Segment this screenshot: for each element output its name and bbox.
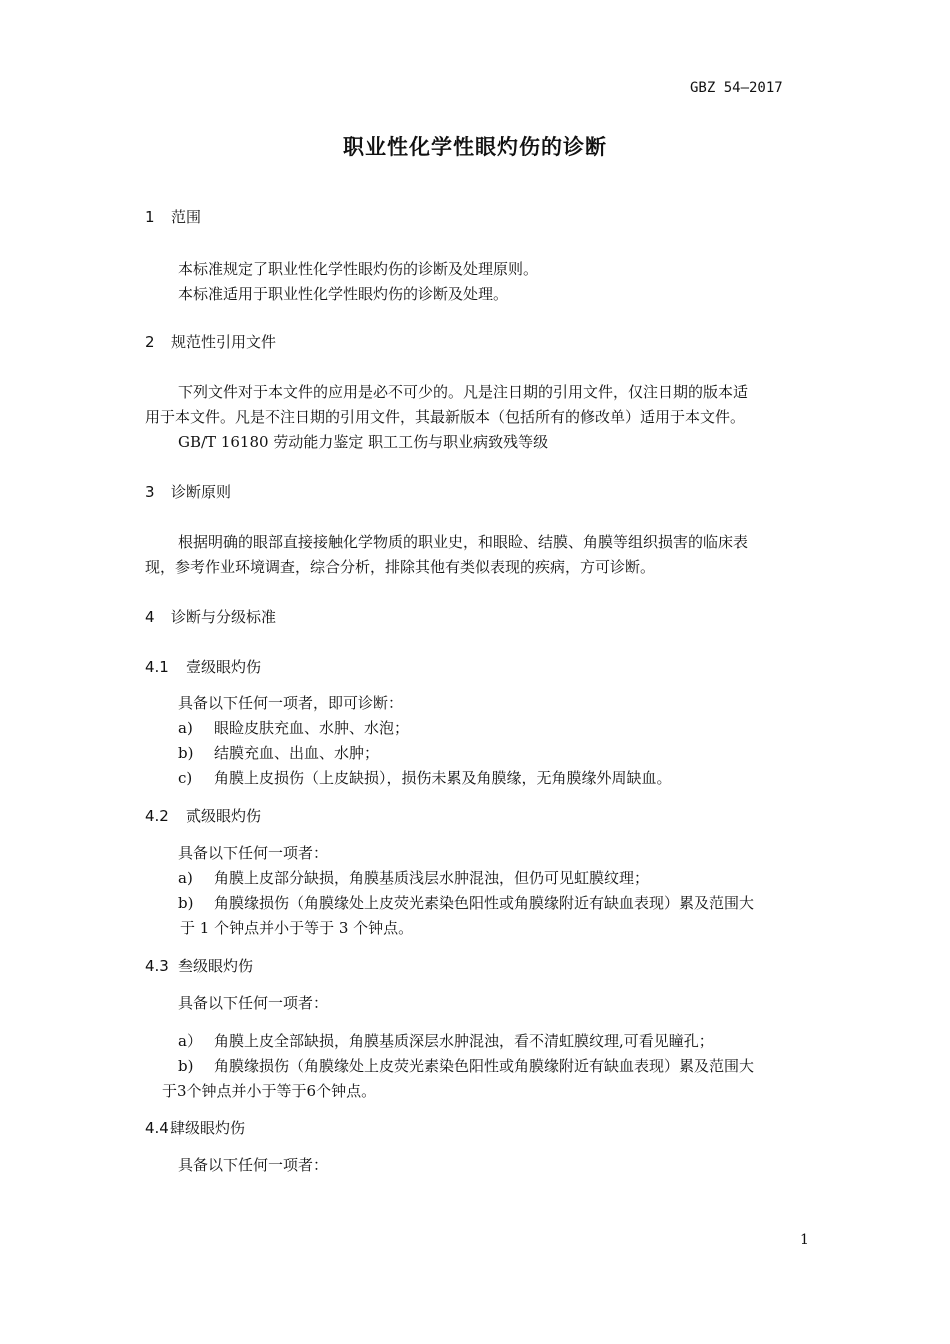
- list-item: [178, 767, 672, 788]
- list-item-continuation: 于 1 个钟点并小于等于 3 个钟点。: [180, 919, 414, 937]
- paragraph: 本标准适用于职业性化学性眼灼伤的诊断及处理。: [178, 285, 509, 303]
- list-marker: a）: [178, 1032, 202, 1050]
- intro-line: 具备以下任何一项者：: [178, 1156, 329, 1174]
- list-marker: a): [178, 869, 193, 887]
- section-heading-4: [145, 606, 276, 627]
- section-number: 1: [145, 208, 155, 226]
- list-item: [178, 717, 409, 738]
- paragraph-line: 下列文件对于本文件的应用是必不可少的。凡是注日期的引用文件，仅注日期的版本适: [178, 383, 749, 401]
- list-item: [178, 892, 754, 913]
- subsection-title: 壹级眼灼伤: [186, 658, 262, 676]
- page-number: 1: [800, 1232, 809, 1248]
- paragraph-line: 根据明确的眼部直接接触化学物质的职业史，和眼睑、结膜、角膜等组织损害的临床表: [178, 533, 749, 551]
- list-marker: b): [178, 1057, 194, 1075]
- subsection-heading-4-2: [145, 805, 261, 826]
- paragraph-line: 用于本文件。凡是不注日期的引用文件，其最新版本（包括所有的修改单）适用于本文件。: [145, 408, 746, 426]
- section-title: 规范性引用文件: [171, 333, 277, 351]
- subsection-number: 4.3: [145, 957, 169, 975]
- section-title: 诊断原则: [171, 483, 232, 501]
- list-text: 角膜上皮损伤（上皮缺损），损伤未累及角膜缘，无角膜缘外周缺血。: [214, 769, 672, 787]
- list-text: 角膜缘损伤（角膜缘处上皮荧光素染色阳性或角膜缘附近有缺血表现）累及范围大: [214, 894, 755, 912]
- subsection-title: 肆级眼灼伤: [170, 1119, 246, 1137]
- subsection-number: 4.4: [145, 1119, 169, 1137]
- list-item: [178, 867, 649, 888]
- section-number: 4: [145, 608, 155, 626]
- intro-line: 具备以下任何一项者：: [178, 844, 329, 862]
- subsection-heading-4-1: [145, 656, 261, 677]
- list-marker: b): [178, 744, 194, 762]
- subsection-number: 4.1: [145, 658, 169, 676]
- normative-reference: GB/T 16180 劳动能力鉴定 职工工伤与职业病致残等级: [178, 433, 549, 451]
- section-heading-3: [145, 481, 231, 502]
- paragraph-line: 现，参考作业环境调查，综合分析，排除其他有类似表现的疾病，方可诊断。: [145, 558, 656, 576]
- section-number: 3: [145, 483, 155, 501]
- list-item: [178, 742, 379, 763]
- page-title: 职业性化学性眼灼伤的诊断: [343, 135, 607, 159]
- intro-line: 具备以下任何一项者，即可诊断：: [178, 694, 404, 712]
- section-title: 范围: [171, 208, 202, 226]
- list-text: 角膜上皮全部缺损，角膜基质深层水肿混浊，看不清虹膜纹理,可看见瞳孔；: [214, 1032, 714, 1050]
- subsection-heading-4-3: [145, 955, 253, 976]
- standard-code: GBZ 54—2017: [690, 80, 783, 96]
- subsection-title: 叁级眼灼伤: [178, 957, 254, 975]
- list-text: 角膜缘损伤（角膜缘处上皮荧光素染色阳性或角膜缘附近有缺血表现）累及范围大: [214, 1057, 755, 1075]
- list-item-continuation: 于3个钟点并小于等于6个钟点。: [162, 1082, 377, 1100]
- list-text: 眼睑皮肤充血、水肿、水泡；: [214, 719, 410, 737]
- list-text: 角膜上皮部分缺损，角膜基质浅层水肿混浊，但仍可见虹膜纹理；: [214, 869, 650, 887]
- section-heading-2: [145, 331, 276, 352]
- section-heading-1: [145, 206, 201, 227]
- section-title: 诊断与分级标准: [171, 608, 277, 626]
- paragraph: 本标准规定了职业性化学性眼灼伤的诊断及处理原则。: [178, 260, 539, 278]
- subsection-number: 4.2: [145, 807, 169, 825]
- list-marker: c): [178, 769, 193, 787]
- list-item: [178, 1030, 714, 1051]
- section-number: 2: [145, 333, 155, 351]
- list-text: 结膜充血、出血、水肿；: [214, 744, 380, 762]
- subsection-title: 贰级眼灼伤: [186, 807, 262, 825]
- intro-line: 具备以下任何一项者：: [178, 994, 329, 1012]
- list-marker: a): [178, 719, 193, 737]
- list-marker: b): [178, 894, 194, 912]
- subsection-heading-4-4: [145, 1117, 245, 1138]
- list-item: [178, 1055, 754, 1076]
